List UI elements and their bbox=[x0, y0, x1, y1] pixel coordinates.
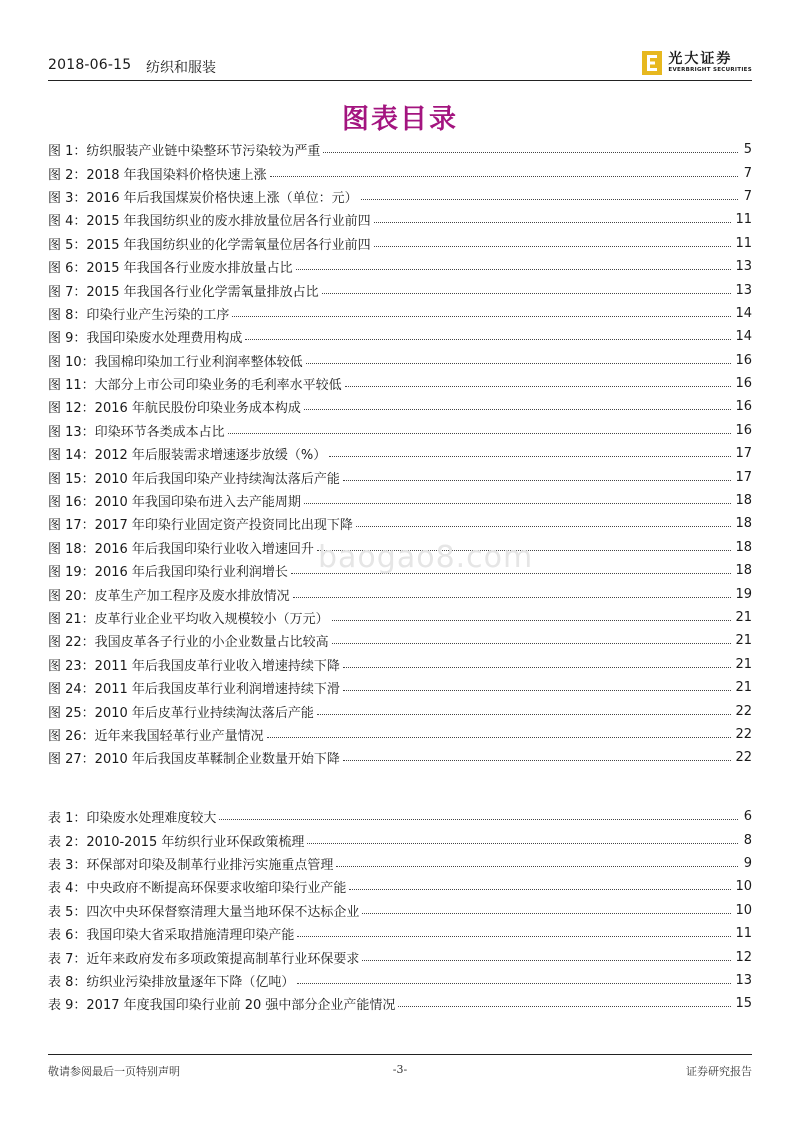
dot-leader bbox=[323, 151, 738, 153]
dot-leader bbox=[297, 982, 731, 984]
figure-toc-entry[interactable] bbox=[48, 185, 752, 208]
table-toc-entry[interactable] bbox=[48, 828, 752, 851]
dot-leader bbox=[343, 479, 732, 481]
dot-leader bbox=[317, 713, 732, 715]
toc-entry-page[interactable]: 7 bbox=[743, 165, 752, 181]
dot-leader bbox=[374, 221, 732, 223]
toc-entry-page[interactable]: 21 bbox=[735, 656, 752, 672]
report-type: 证券研究报告 bbox=[686, 1065, 752, 1078]
table-toc-entry[interactable] bbox=[48, 922, 752, 945]
toc-entry-page[interactable]: 16 bbox=[735, 399, 752, 415]
figure-toc-entry[interactable] bbox=[48, 419, 752, 442]
table-toc-entry[interactable] bbox=[48, 969, 752, 992]
toc-entry-page[interactable]: 9 bbox=[743, 855, 752, 871]
dot-leader bbox=[306, 362, 732, 364]
dot-leader bbox=[343, 689, 732, 691]
figure-toc-entry[interactable] bbox=[48, 465, 752, 488]
toc-entry-label[interactable]: 图 24：2011 年后我国皮革行业利润增速持续下滑 bbox=[48, 682, 340, 698]
toc-entry-label[interactable]: 图 8：印染行业产生污染的工序 bbox=[48, 307, 230, 323]
toc-entry-label[interactable]: 图 11：大部分上市公司印染业务的毛利率水平较低 bbox=[48, 378, 342, 394]
toc-entry-label[interactable]: 图 3：2016 年后我国煤炭价格快速上涨（单位：元） bbox=[48, 190, 358, 206]
toc-entry-label[interactable]: 图 14：2012 年后服装需求增速逐步放缓（%） bbox=[48, 448, 327, 464]
page-number: -3- bbox=[392, 1063, 408, 1076]
figure-list bbox=[48, 138, 752, 770]
dot-leader bbox=[349, 888, 731, 890]
toc-entry-page[interactable]: 21 bbox=[735, 633, 752, 649]
toc-entry-label[interactable]: 图 10：我国棉印染加工行业利润率整体较低 bbox=[48, 354, 303, 370]
toc-entry-label[interactable]: 图 16：2010 年我国印染布进入去产能周期 bbox=[48, 495, 301, 511]
toc-entry-page[interactable]: 18 bbox=[735, 493, 752, 509]
toc-entry-page[interactable]: 17 bbox=[735, 446, 752, 462]
figure-toc-entry[interactable] bbox=[48, 161, 752, 184]
toc-entry-page[interactable]: 16 bbox=[735, 376, 752, 392]
disclaimer-note: 敬请参阅最后一页特别声明 bbox=[48, 1065, 180, 1078]
toc-entry-page[interactable]: 21 bbox=[735, 680, 752, 696]
figure-toc-entry[interactable] bbox=[48, 278, 752, 301]
dot-leader bbox=[304, 408, 732, 410]
toc-entry-page[interactable]: 18 bbox=[735, 539, 752, 555]
dot-leader bbox=[297, 935, 731, 937]
toc-entry-page[interactable]: 22 bbox=[735, 750, 752, 766]
toc-entry-label[interactable]: 图 15：2010 年后我国印染产业持续淘汰落后产能 bbox=[48, 471, 340, 487]
table-toc-entry[interactable] bbox=[48, 899, 752, 922]
company-logo bbox=[642, 48, 752, 78]
figure-toc-entry[interactable] bbox=[48, 606, 752, 629]
everbright-logo-icon bbox=[642, 51, 662, 75]
toc-entry-label[interactable]: 图 12：2016 年航民股份印染业务成本构成 bbox=[48, 401, 301, 417]
watermark: baogao8.com bbox=[318, 540, 534, 575]
dot-leader bbox=[332, 619, 732, 621]
toc-entry-label[interactable]: 图 13：印染环节各类成本占比 bbox=[48, 424, 225, 440]
dot-leader bbox=[232, 315, 731, 317]
toc-entry-label[interactable]: 图 27：2010 年后我国皮革鞣制企业数量开始下降 bbox=[48, 752, 340, 768]
toc-entry-page[interactable]: 11 bbox=[735, 926, 752, 942]
toc-entry-page[interactable]: 22 bbox=[735, 703, 752, 719]
toc-entry-label[interactable]: 图 5：2015 年我国纺织业的化学需氧量位居各行业前四 bbox=[48, 237, 371, 253]
dot-leader bbox=[322, 292, 732, 294]
dot-leader bbox=[343, 666, 732, 668]
toc-entry-label[interactable]: 表 8：纺织业污染排放量逐年下降（亿吨） bbox=[48, 974, 295, 990]
toc-entry-page[interactable]: 13 bbox=[735, 972, 752, 988]
toc-entry-label[interactable]: 图 6：2015 年我国各行业废水排放量占比 bbox=[48, 261, 293, 277]
dot-leader bbox=[293, 596, 732, 598]
toc-entry-page[interactable]: 11 bbox=[735, 235, 752, 251]
figure-toc-entry[interactable] bbox=[48, 395, 752, 418]
toc-entry-label[interactable]: 表 5：四次中央环保督察清理大量当地环保不达标企业 bbox=[48, 904, 360, 920]
toc-entry-page[interactable]: 18 bbox=[735, 563, 752, 579]
toc-entry-label[interactable]: 图 23：2011 年后我国皮革行业收入增速持续下降 bbox=[48, 658, 340, 674]
toc-entry-page[interactable]: 16 bbox=[735, 352, 752, 368]
figure-toc-entry[interactable] bbox=[48, 746, 752, 769]
table-toc-entry[interactable] bbox=[48, 805, 752, 828]
dot-leader bbox=[304, 502, 732, 504]
logo-chinese-name: 光大证券 bbox=[668, 51, 733, 68]
figure-toc-entry[interactable] bbox=[48, 255, 752, 278]
report-sector: 纺织和服装 bbox=[146, 60, 216, 76]
toc-entry-label[interactable]: 表 7：近年来政府发布多项政策提高制革行业环保要求 bbox=[48, 951, 360, 967]
toc-entry-label[interactable]: 表 2：2010-2015 年纺织行业环保政策梳理 bbox=[48, 834, 305, 850]
figure-toc-entry[interactable] bbox=[48, 676, 752, 699]
toc-entry-page[interactable]: 13 bbox=[735, 282, 752, 298]
toc-entry-page[interactable]: 22 bbox=[735, 726, 752, 742]
toc-entry-page[interactable]: 12 bbox=[735, 949, 752, 965]
dot-leader bbox=[345, 385, 732, 387]
figure-toc-entry[interactable] bbox=[48, 349, 752, 372]
toc-entry-page[interactable]: 21 bbox=[735, 610, 752, 625]
toc-entry-page[interactable]: 5 bbox=[743, 142, 752, 158]
page-header bbox=[48, 48, 752, 81]
dot-leader bbox=[228, 432, 732, 434]
toc-entry-page[interactable]: 14 bbox=[735, 329, 752, 345]
toc-entry-label[interactable]: 图 22：我国皮革各子行业的小企业数量占比较高 bbox=[48, 635, 329, 651]
toc-entry-label[interactable]: 图 1：纺织服装产业链中染整环节污染较为严重 bbox=[48, 144, 321, 160]
dot-leader bbox=[398, 1005, 731, 1007]
page-title: 图表目录 bbox=[342, 104, 458, 135]
toc-entry-label[interactable]: 图 21：皮革行业企业平均收入规模较小（万元） bbox=[48, 612, 329, 627]
toc-entry-label[interactable]: 图 9：我国印染废水处理费用构成 bbox=[48, 331, 243, 347]
page-footer bbox=[48, 1054, 752, 1077]
dot-leader bbox=[245, 338, 731, 340]
toc-entry-page[interactable]: 6 bbox=[743, 809, 752, 825]
dot-leader bbox=[267, 736, 732, 738]
toc-entry-label[interactable]: 图 4：2015 年我国纺织业的废水排放量位居各行业前四 bbox=[48, 214, 371, 230]
toc-entry-page[interactable]: 10 bbox=[735, 902, 752, 918]
toc-entry-page[interactable]: 14 bbox=[735, 305, 752, 321]
logo-english-name: EVERBRIGHT SECURITIES bbox=[668, 67, 752, 74]
toc-entry-page[interactable]: 19 bbox=[735, 586, 752, 602]
toc-entry-label[interactable]: 图 7：2015 年我国各行业化学需氧量排放占比 bbox=[48, 284, 319, 300]
figure-toc-entry[interactable] bbox=[48, 653, 752, 676]
dot-leader bbox=[296, 268, 732, 270]
dot-leader bbox=[329, 455, 731, 457]
dot-leader bbox=[291, 572, 732, 574]
toc-entry-label[interactable]: 表 4：中央政府不断提高环保要求收缩印染行业产能 bbox=[48, 881, 347, 897]
toc-entry-label[interactable]: 图 18：2016 年后我国印染行业收入增速回升 bbox=[48, 541, 314, 557]
dot-leader bbox=[362, 912, 731, 914]
figure-toc-entry[interactable] bbox=[48, 723, 752, 746]
toc-entry-label[interactable]: 图 25：2010 年后皮革行业持续淘汰落后产能 bbox=[48, 705, 314, 721]
toc-entry-label[interactable]: 图 2：2018 年我国染料价格快速上涨 bbox=[48, 167, 267, 183]
toc-entry-label[interactable]: 表 6：我国印染大省采取措施清理印染产能 bbox=[48, 928, 295, 944]
report-date: 2018-06-15 bbox=[48, 57, 132, 73]
table-toc-entry[interactable] bbox=[48, 852, 752, 875]
dot-leader bbox=[343, 759, 732, 761]
figure-toc-entry[interactable] bbox=[48, 489, 752, 512]
dot-leader bbox=[336, 865, 738, 867]
table-toc-entry[interactable] bbox=[48, 875, 752, 898]
toc-entry-page[interactable]: 17 bbox=[735, 469, 752, 485]
toc-entry-label[interactable]: 表 1：印染废水处理难度较大 bbox=[48, 811, 217, 827]
toc-entry-page[interactable]: 18 bbox=[735, 516, 752, 532]
table-toc-entry[interactable] bbox=[48, 992, 752, 1015]
table-toc-entry[interactable] bbox=[48, 945, 752, 968]
figure-toc-entry[interactable] bbox=[48, 629, 752, 652]
toc-entry-page[interactable]: 15 bbox=[735, 996, 752, 1012]
dot-leader bbox=[270, 175, 738, 177]
figure-toc-entry[interactable] bbox=[48, 512, 752, 535]
dot-leader bbox=[219, 818, 738, 820]
figure-toc-entry[interactable] bbox=[48, 559, 752, 582]
toc-entry-label[interactable]: 表 3：环保部对印染及制革行业排污实施重点管理 bbox=[48, 857, 334, 873]
figure-toc-entry[interactable] bbox=[48, 372, 752, 395]
figure-toc-entry[interactable] bbox=[48, 232, 752, 255]
figure-toc-entry[interactable] bbox=[48, 442, 752, 465]
figure-toc-entry[interactable] bbox=[48, 208, 752, 231]
dot-leader bbox=[356, 525, 732, 527]
figure-toc-entry[interactable] bbox=[48, 582, 752, 605]
toc-entry-page[interactable]: 7 bbox=[743, 188, 752, 204]
dot-leader bbox=[307, 842, 738, 844]
toc-entry-page[interactable]: 10 bbox=[735, 879, 752, 895]
toc-entry-page[interactable]: 13 bbox=[735, 259, 752, 275]
toc-entry-label[interactable]: 表 9：2017 年度我国印染行业前 20 强中部分企业产能情况 bbox=[48, 998, 396, 1014]
table-list bbox=[48, 805, 752, 1016]
figure-toc-entry[interactable] bbox=[48, 138, 752, 161]
toc-entry-page[interactable]: 8 bbox=[743, 832, 752, 848]
dot-leader bbox=[361, 198, 738, 200]
dot-leader bbox=[317, 549, 732, 551]
toc-entry-page[interactable]: 11 bbox=[735, 212, 752, 228]
figure-toc-entry[interactable] bbox=[48, 536, 752, 559]
figure-toc-entry[interactable] bbox=[48, 699, 752, 722]
dot-leader bbox=[332, 642, 732, 644]
figure-toc-entry[interactable] bbox=[48, 325, 752, 348]
toc-entry-label[interactable]: 图 19：2016 年后我国印染行业利润增长 bbox=[48, 565, 288, 581]
toc-entry-page[interactable]: 16 bbox=[735, 422, 752, 438]
dot-leader bbox=[374, 245, 732, 247]
toc-entry-label[interactable]: 图 20：皮革生产加工程序及废水排放情况 bbox=[48, 588, 290, 604]
toc-entry-label[interactable]: 图 26：近年来我国轻革行业产量情况 bbox=[48, 728, 264, 744]
dot-leader bbox=[362, 959, 731, 961]
figure-toc-entry[interactable] bbox=[48, 302, 752, 325]
toc-entry-label[interactable]: 图 17：2017 年印染行业固定资产投资同比出现下降 bbox=[48, 518, 353, 534]
